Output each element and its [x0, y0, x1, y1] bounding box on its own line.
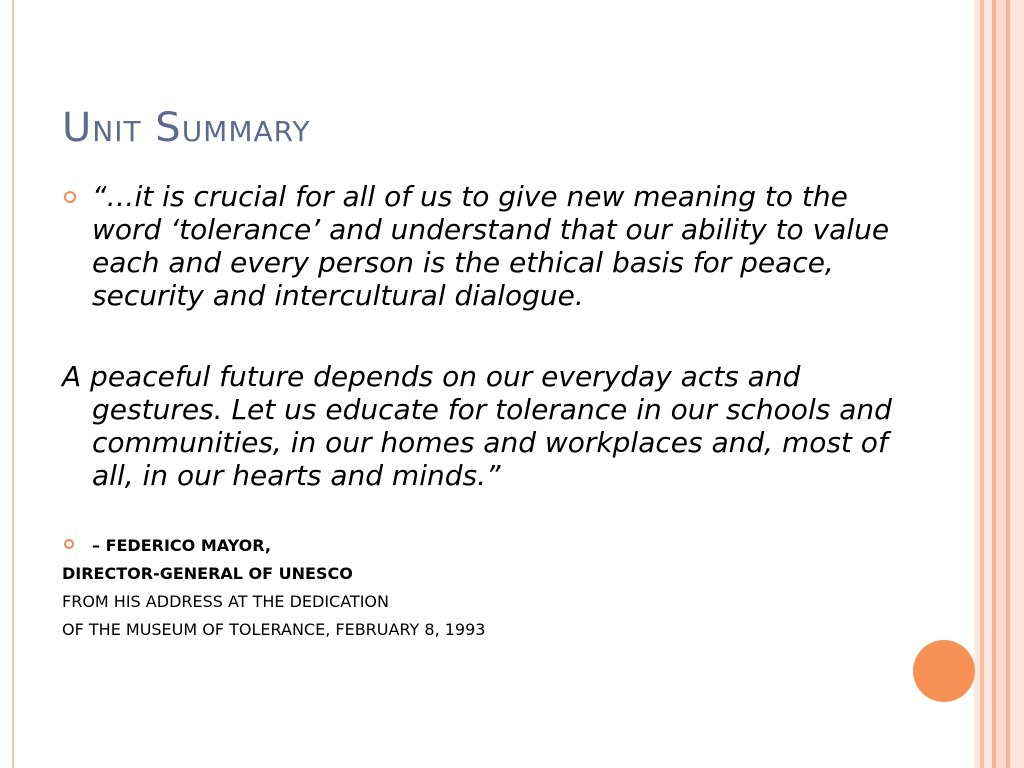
attribution-source-line2: OF THE MUSEUM OF TOLERANCE, FEBRUARY 8, 1993: [62, 620, 486, 639]
right-decorative-stripes: [974, 0, 1024, 768]
quote-bullet-item: [62, 180, 892, 312]
circle-bullet-icon: [64, 539, 74, 549]
slide-title: Unit Summary: [62, 105, 311, 151]
quote-second-paragraph: A peaceful future depends on our everyday acts and gestures. Let us educate for tolerance in our schools and communities, in our homes and workplaces and, most of all, in our hearts and minds.”: [62, 360, 892, 492]
attribution-name-line: [62, 532, 892, 560]
quote-first-paragraph: “…it is crucial for all of us to give new meaning to the word ‘tolerance’ and understand that our ability to value each and every person is the ethical basis for peace, security and intercultural dialogue.: [92, 180, 890, 312]
slide-content: [62, 180, 892, 644]
circle-bullet-icon: [64, 191, 76, 203]
attribution-position: DIRECTOR-GENERAL OF UNESCO: [62, 564, 353, 583]
quote-attribution: [62, 532, 892, 644]
attribution-source-line1: FROM HIS ADDRESS AT THE DEDICATION: [62, 592, 389, 611]
attribution-name: – FEDERICO MAYOR,: [92, 536, 271, 555]
left-border-rule: [12, 0, 14, 768]
decorative-orange-circle: [913, 640, 975, 702]
